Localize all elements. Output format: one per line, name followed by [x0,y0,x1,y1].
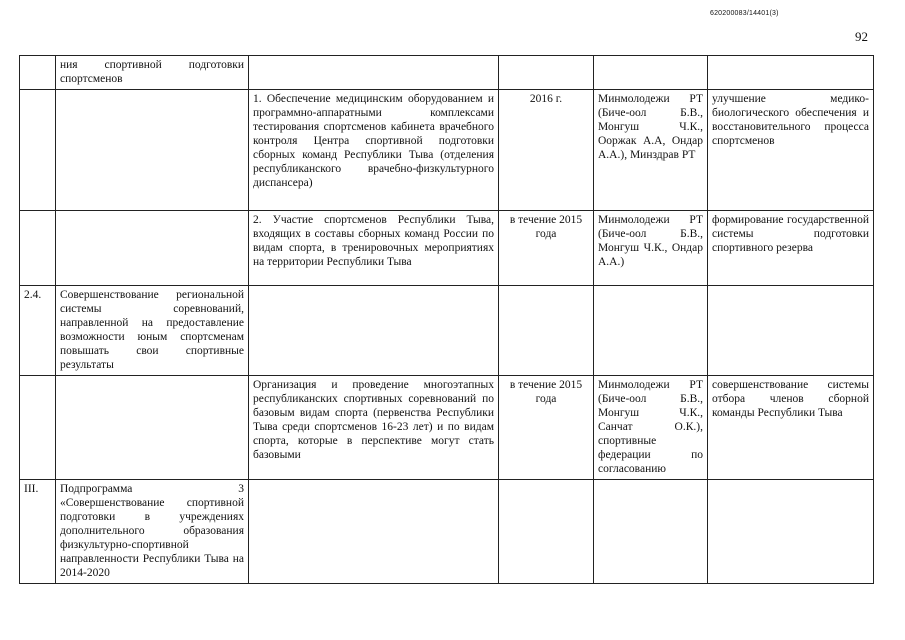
activity [249,286,499,376]
row-number [20,56,56,90]
row-number [20,90,56,211]
task-name [56,376,249,480]
expected-result [708,480,874,584]
expected-result: совершенствование системы отбора членов сборной команды Республики Тыва [708,376,874,480]
executors [594,286,708,376]
executors: Минмолодежи РТ (Биче-оол Б.В., Монгуш Ч.К., Ооржак А.А, Ондар А.А.), Минздрав РТ [594,90,708,211]
executors: Минмолодежи РТ (Биче-оол Б.В., Монгуш Ч.К., Санчат О.К.), спортивные федерации по согласованию [594,376,708,480]
term: в течение 2015 года [499,376,594,480]
row-number: 2.4. [20,286,56,376]
term [499,480,594,584]
row-number: III. [20,480,56,584]
task-name [56,90,249,211]
term: 2016 г. [499,90,594,211]
activity: 2. Участие спортсменов Республики Тыва, входящих в составы сборных команд России по видам спорта, в тренировочных мероприятиях на территории Республики Тыва [249,211,499,286]
table-row [20,480,874,584]
task-name: Подпрограмма 3 «Совершенствование спортивной подготовки в учреждениях дополнительного образования физкультурно-спортивной направленности Республики Тыва на 2014-2020 [56,480,249,584]
document-id: 620200083/14401(3) [710,10,779,17]
program-table [19,55,874,584]
expected-result [708,56,874,90]
task-name [56,211,249,286]
term [499,286,594,376]
executors: Минмолодежи РТ (Биче-оол Б.В., Монгуш Ч.К., Ондар А.А.) [594,211,708,286]
activity: Организация и проведение многоэтапных республиканских спортивных соревнований по базовым видам спорта (первенства Республики Тыва среди спортсменов 16-23 лет) и по видам спорта, которые в перспективе могут стать базовыми [249,376,499,480]
table-row [20,286,874,376]
executors [594,480,708,584]
table-row [20,56,874,90]
page-number: 92 [855,29,868,44]
activity [249,56,499,90]
table-row [20,376,874,480]
task-name: ния спортивной подготовки спортсменов [56,56,249,90]
term: в течение 2015 года [499,211,594,286]
row-number [20,376,56,480]
expected-result [708,286,874,376]
executors [594,56,708,90]
expected-result: формирование государственной системы подготовки спортивного резерва [708,211,874,286]
row-number [20,211,56,286]
task-name: Совершенствование региональной системы соревнований, направленной на предоставление возможности юным спортсменам повышать свои спортивные результаты [56,286,249,376]
term [499,56,594,90]
table-row [20,211,874,286]
activity [249,480,499,584]
table-row [20,90,874,211]
activity: 1. Обеспечение медицинским оборудованием и программно-аппаратными комплексами тестирования спортсменов кабинета врачебного контроля Центра спортивной подготовки сборных команд Республики Тыва (отделения республиканского врачебно-физкультурного диспансера) [249,90,499,211]
expected-result: улучшение медико-биологического обеспечения и восстановительного процесса спортсменов [708,90,874,211]
